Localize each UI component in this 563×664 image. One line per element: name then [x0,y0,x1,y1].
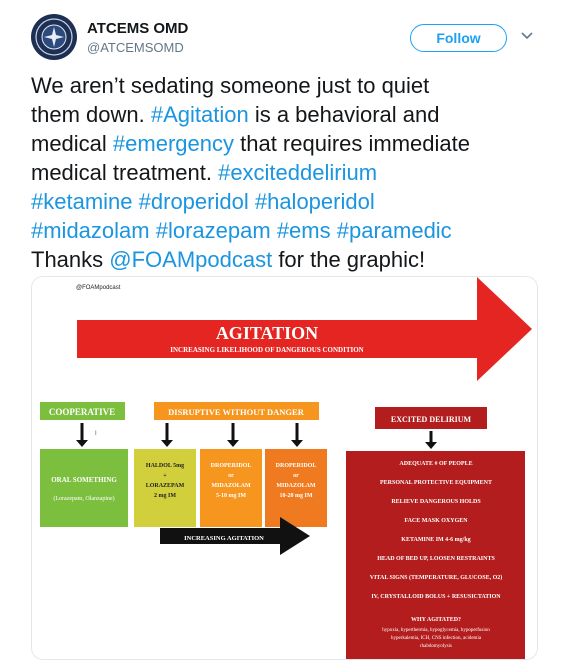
treatment-option-line: MIDAZOLAM [211,483,251,489]
why-agitated-line: rhabdomyolysis [420,644,452,649]
hashtag-link[interactable]: #droperidol [138,189,249,214]
tweet-text-segment: is a behavioral and [248,102,440,127]
tweet-text [31,71,541,274]
oral-something-box [40,449,128,527]
tweet-text-segment: for the graphic! [272,247,426,272]
hashtag-link[interactable]: #ems [276,218,331,243]
mention-link[interactable]: @FOAMpodcast [109,247,273,272]
treatment-option-line: LORAZEPAM [145,483,185,489]
tweet-text-segment: them down. [31,102,151,127]
oral-something-note: (Lorazepam, Olanzapine) [53,496,115,502]
excited-delirium-item: VITAL SIGNS (TEMPERATURE, GLUCOSE, O2) [369,575,503,581]
hashtag-link[interactable]: #midazolam [31,218,150,243]
hashtag-link[interactable]: #emergency [112,131,234,156]
oral-something-title: ORAL SOMETHING [51,476,117,484]
tweet-line [31,187,541,216]
treatment-option-line: DROPERIDOL [275,463,317,469]
avatar[interactable] [31,14,77,60]
treatment-option-line: 2 mg IM [154,493,176,499]
why-agitated-line: hypoxia, hyperthermia, hypoglycemia, hypoperfusion [382,628,490,633]
cooperative-header: COOPERATIVE [48,407,116,417]
seal-logo-icon [31,14,77,60]
treatment-option-line: or [228,473,234,479]
hashtag-link[interactable]: #paramedic [336,218,452,243]
hashtag-link[interactable]: #ketamine [31,189,133,214]
account-handle[interactable]: @ATCEMSOMD [87,40,184,55]
why-agitated-title: WHY AGITATED? [410,617,462,623]
excited-delirium-item: PERSONAL PROTECTIVE EQUIPMENT [379,480,493,486]
follow-button[interactable]: Follow [410,24,507,52]
tweet-text-segment: medical [31,131,113,156]
treatment-option-line: 5-10 mg IM [216,493,246,499]
tweet-text-segment: Thanks [31,247,110,272]
treatment-option-line: or [293,473,299,479]
cooperative-arrow-note: I [95,431,97,437]
graphic-subtitle: INCREASING LIKELIHOOD OF DANGEROUS CONDITION [170,346,364,354]
treatment-option-line: DROPERIDOL [210,463,252,469]
treatment-option-line: + [163,473,167,479]
chevron-down-icon[interactable] [520,28,534,42]
excited-delirium-item: FACE MASK OXYGEN [404,518,468,524]
excited-delirium-header: EXCITED DELIRIUM [390,415,472,424]
disruptive-header: DISRUPTIVE WITHOUT DANGER [168,407,304,417]
why-agitated-line: hyperkalemia, ICH, CNS infection, acidemia [390,636,482,641]
hashtag-link[interactable]: #haloperidol [254,189,375,214]
hashtag-link[interactable]: #exciteddelirium [218,160,378,185]
treatment-option-line: 10-20 mg IM [279,493,313,499]
tweet-text-segment: that requires immediate [234,131,470,156]
excited-delirium-item: IV, CRYSTALLOID BOLUS + RESUSICTATION [371,594,501,600]
agitation-graphic [32,277,537,659]
tweet-line [31,158,541,187]
tweet-text-segment: We aren’t sedating someone just to quiet [31,73,430,98]
tweet-line [31,71,541,100]
tweet-line [31,216,541,245]
tweet-line [31,245,541,274]
excited-delirium-item: ADEQUATE # OF PEOPLE [399,461,473,467]
treatment-option-line: HALDOL 5mg [145,463,185,469]
tweet-line [31,100,541,129]
graphic-title: AGITATION [215,323,319,343]
treatment-option-line: MIDAZOLAM [276,483,316,489]
increasing-agitation-label: INCREASING AGITATION [184,535,264,542]
tweet-line [31,129,541,158]
excited-delirium-item: HEAD OF BED UP, LOOSEN RESTRAINTS [377,556,495,562]
hashtag-link[interactable]: #Agitation [150,102,249,127]
graphic-credit: @FOAMpodcast [76,285,121,291]
tweet-text-segment: medical treatment. [31,160,219,185]
tweet-media[interactable] [31,276,538,660]
hashtag-link[interactable]: #lorazepam [155,218,271,243]
account-name[interactable]: ATCEMS OMD [87,20,189,37]
excited-delirium-item: RELIEVE DANGEROUS HOLDS [391,499,481,505]
excited-delirium-item: KETAMINE IM 4-6 mg/kg [401,537,471,543]
